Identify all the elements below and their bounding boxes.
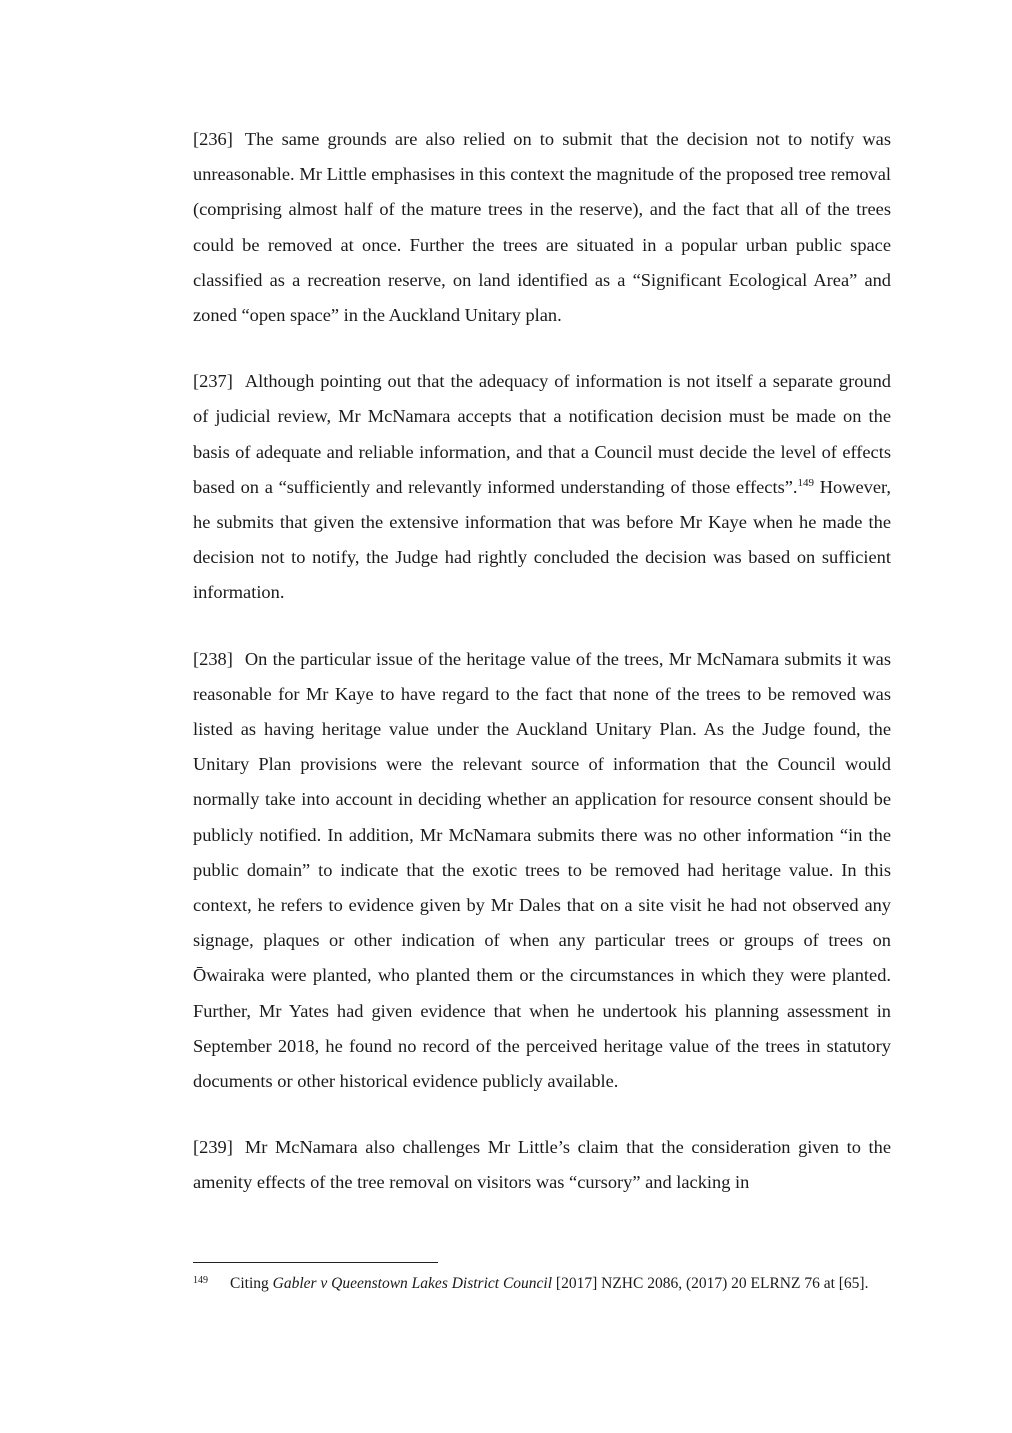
- paragraph-number: [238]: [193, 648, 233, 669]
- paragraph-text: Mr McNamara also challenges Mr Little’s claim that the consideration given to the amenity effects of the tree removal on visitors was “cursory” and lacking in: [193, 1137, 891, 1193]
- footnote-separator: [193, 1262, 438, 1263]
- paragraph-237: [193, 364, 891, 610]
- paragraph-number: [237]: [193, 371, 233, 392]
- paragraph-238: [193, 642, 891, 1100]
- judgment-body: [193, 122, 891, 1232]
- footnote-number: 149: [193, 1275, 208, 1286]
- paragraph-number: [239]: [193, 1137, 233, 1158]
- paragraph-text: On the particular issue of the heritage value of the trees, Mr McNamara submits it was reasonable for Mr Kaye to have regard to the fact that none of the trees to be removed was listed as having heritage value under the Auckland Unitary Plan. As the Judge found, the Unitary Plan provisions were the relevant source of information that the Council would normally take into account in deciding whether an application for resource consent should be publicly notified. In addition, Mr McNamara submits there was no other information “in the public domain” to indicate that the exotic trees to be removed had heritage value. In this context, he refers to evidence given by Mr Dales that on a site visit he had not observed any signage, plaques or other indication of when any particular trees or groups of trees on Ōwairaka were planted, who planted them or the circumstances in which they were planted. Further, Mr Yates had given evidence that when he undertook his planning assessment in September 2018, he found no record of the perceived heritage value of the trees in statutory documents or other historical evidence publicly available.: [193, 648, 891, 1092]
- paragraph-text-continued: However, he submits that given the extensive information that was before Mr Kaye when he made the decision not to notify, the Judge had rightly concluded the decision was based on sufficient information.: [193, 476, 891, 603]
- footnote-case-name: Gabler v Queenstown Lakes District Council: [272, 1275, 553, 1292]
- paragraph-236: [193, 122, 891, 333]
- paragraph-number: [236]: [193, 129, 233, 149]
- footnote-reference[interactable]: 149: [797, 476, 814, 489]
- paragraph-239: [193, 1130, 891, 1200]
- paragraph-text: Although pointing out that the adequacy of information is not itself a separate ground of judicial review, Mr McNamara accepts that a notification decision must be made on the basis of adequate and reliable information, and that a Council must decide the level of effects based on a “sufficiently and relevantly informed understanding of those effects”.: [193, 371, 891, 497]
- footnote-149: [193, 1273, 891, 1294]
- paragraph-text: The same grounds are also relied on to submit that the decision not to notify was unreasonable. Mr Little emphasises in this context the magnitude of the proposed tree removal (comprising almost half of the mature trees in the reserve), and the fact that all of the trees could be removed at once. Further the trees are situated in a popular urban public space classified as a recreation reserve, on land identified as a “Significant Ecological Area” and zoned “open space” in the Auckland Unitary plan.: [193, 129, 891, 326]
- footnote-text: [230, 1273, 891, 1294]
- footnote-citation: [2017] NZHC 2086, (2017) 20 ELRNZ 76 at [65].: [552, 1275, 869, 1292]
- footnote-prefix: Citing: [230, 1275, 273, 1292]
